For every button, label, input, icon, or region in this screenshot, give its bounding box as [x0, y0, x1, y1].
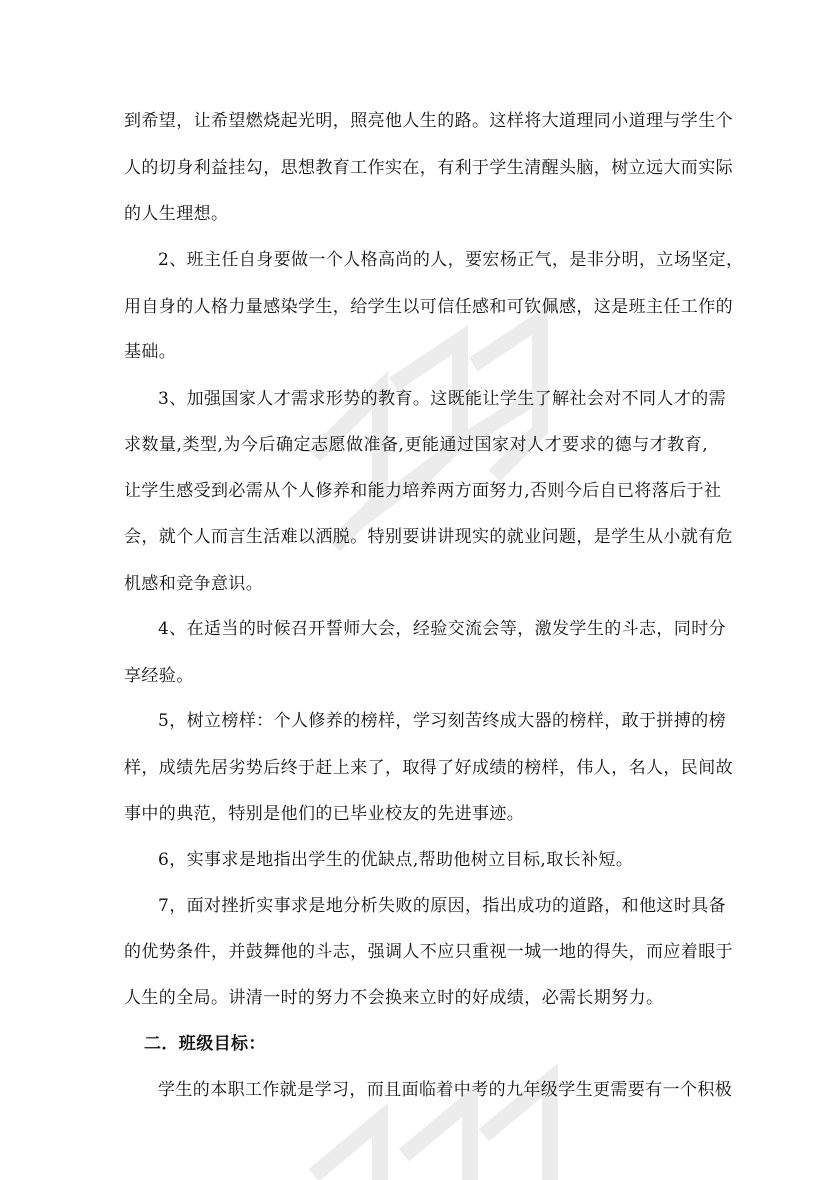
- text-line: 求数量,类型,为今后确定志愿做准备,更能通过国家对人才要求的德与才教育,: [124, 435, 708, 455]
- text-line: 享经验。: [124, 666, 194, 686]
- text-line: 机感和竞争意识。: [124, 574, 264, 594]
- text-line: 7，面对挫折实事求是地分析失败的原因，指出成功的道路，和他这时具备: [158, 896, 727, 916]
- section-heading: 二．班级目标：: [144, 1034, 266, 1054]
- text-line: 会，就个人而言生活难以洒脱。特别要讲讲现实的就业问题，是学生从小就有危: [124, 527, 733, 547]
- text-line: 6，实事求是地指出学生的优缺点,帮助他树立目标,取长补短。: [158, 850, 634, 870]
- text-line: 让学生感受到必需从个人修养和能力培养两方面努力,否则今后自已将落后于社: [124, 481, 722, 501]
- text-line: 4、在适当的时候召开誓师大会，经验交流会等，激发学生的斗志，同时分: [158, 619, 727, 639]
- text-line: 到希望，让希望燃烧起光明，照亮他人生的路。这样将大道理同小道理与学生个: [124, 111, 733, 131]
- text-line: 人生的全局。讲清一时的努力不会换来立时的好成绩，必需长期努力。: [124, 988, 664, 1008]
- text-line: 的人生理想。: [124, 204, 229, 224]
- text-line: 基础。: [124, 342, 177, 362]
- text-line: 事中的典范，特别是他们的已毕业校友的先进事迹。: [124, 804, 525, 824]
- text-line: 用自身的人格力量感染学生，给学生以可信任感和可钦佩感，这是班主任工作的: [124, 297, 733, 317]
- text-line: 学生的本职工作就是学习，而且面临着中考的九年级学生更需要有一个积极: [158, 1080, 733, 1100]
- text-line: 的优势条件，并鼓舞他的斗志，强调人不应只重视一城一地的得失，而应着眼于: [124, 942, 733, 962]
- text-line: 5，树立榜样：个人修养的榜样，学习刻苦终成大器的榜样，敢于拼搏的榜: [158, 711, 727, 731]
- text-line: 3、加强国家人才需求形势的教育。这既能让学生了解社会对不同人才的需: [158, 389, 727, 409]
- text-line: 人的切身利益挂勾，思想教育工作实在，有利于学生清醒头脑，树立远大而实际: [124, 158, 733, 178]
- watermark-logo-icon: [300, 1040, 560, 1180]
- text-line: 样，成绩先居劣势后终于赶上来了，取得了好成绩的榜样，伟人，名人，民间故: [124, 758, 733, 778]
- text-line: 2、班主任自身要做一个人格高尚的人，要宏杨正气，是非分明，立场坚定，: [158, 250, 744, 270]
